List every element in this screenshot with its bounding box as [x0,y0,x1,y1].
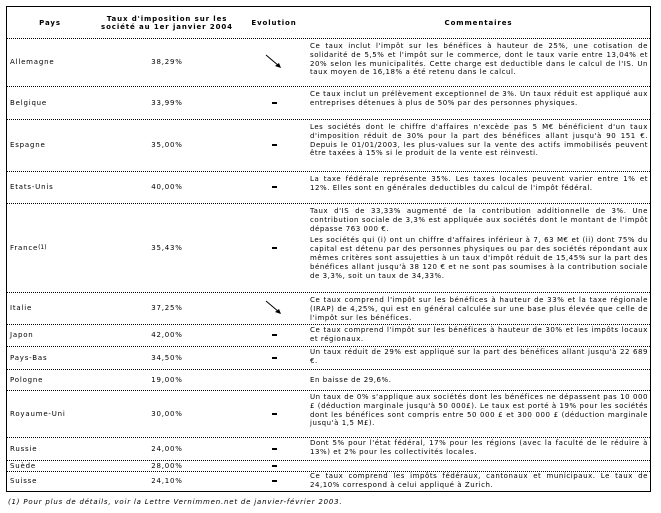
row-comment: Ce taux inclut l'impôt sur les bénéfices à hauteur de 25%, une cotisation de solidarité de 5,5% et l'impôt sur le commerce, dont le taux varie entre 13,04% et 20% selon les municipalités. Cette charge est deductible dans le calcul de l'IS. Un taux moyen de 16,18% a été retenu dans le calcul. [310,42,648,77]
table-header [7,7,650,38]
footnote: (1) Pour plus de détails, voir la Lettre Vernimmen.net de janvier-février 2003. [8,498,343,506]
dash-icon [272,448,277,450]
tax-rate-table [6,6,651,492]
row-country: Espagne [10,141,46,149]
row-rate: 38,29% [151,58,183,66]
row-country: Suède [10,461,36,470]
row-country: Pays-Bas [10,353,48,362]
down-arrow-icon [264,300,284,316]
row-comment: Les sociétés dont le chiffre d'affaires n'excède pas 5 M€ bénéficient d'un taux d'imposition réduit de 30% pour la part des bénéfices allant jusqu'à 90 151 €. Depuis le 01/01/2003, les plus-values sur la vente des actifs immobilisés peuvent être taxées à 15% si le produit de la vente est réinvesti. [310,123,648,158]
row-evolution [241,390,307,437]
row-comment: Un taux de 0% s'applique aux sociétés dont les bénéfices ne dépassent pas 10 000 £ (déduction marginale jusqu'à 50 000£). Le taux est porté à 19% pour les sociétés dont les bénéfices sont compris entre 50 000 £ et 300 000 £ (déduction marginale jusqu'à 1,5 M£). [310,393,648,428]
dash-icon [272,102,277,104]
row-rate: 35,43% [151,243,183,252]
row-comment: Dont 5% pour l'état fédéral, 17% pour les régions (avec la faculté de le réduire à 13%) et 2% pour les collectivités locales. [310,439,648,456]
row-evolution [241,292,307,324]
row-rate: 42,00% [151,331,183,339]
table-row-russie [7,437,650,460]
table-row-pays-bas [7,346,650,369]
table-row-royaume-uni [7,390,650,437]
dash-icon [272,480,277,482]
row-rate: 24,00% [151,444,183,453]
table-row-suisse [7,471,650,491]
table-row-france [7,203,650,292]
row-comment: Ce taux comprend l'impôt sur les bénéfices à hauteur de 30% et les impôts locaux et régionaux. [310,326,648,343]
row-country: Belgique [10,98,48,107]
header-taux: Taux d'imposition sur les société au 1er janvier 2004 [101,14,233,31]
row-comment: En baisse de 29,6%. [310,376,392,384]
row-comment: La taxe fédérale représente 35%. Les taxes locales peuvent varier entre 1% et 12%. Elles sont en générales deductibles du calcul de l'impôt fédéral. [310,175,648,192]
row-rate: 34,50% [151,353,183,362]
row-country: Italie [10,304,33,312]
row-country: Royaume-Uni [10,409,66,418]
row-comment: Un taux réduit de 29% est appliqué sur la part des bénéfices allant jusqu'à 22 689 €. [310,348,648,365]
header-pays: Pays [39,18,61,27]
table-row-italie [7,292,650,324]
header-evolution: Evolution [251,18,297,27]
row-evolution [241,437,307,460]
row-country: Pologne [10,375,44,384]
dash-icon [272,186,277,188]
row-country: Russie [10,444,38,453]
footnote-ref: (1) [38,244,47,251]
row-comment [310,460,648,471]
row-rate: 35,00% [151,141,183,149]
table-row-japon [7,324,650,346]
table-row-espagne [7,119,650,171]
dash-icon [272,357,277,359]
row-country: Etats-Unis [10,183,54,191]
row-rate: 37,25% [151,304,183,312]
row-evolution [241,324,307,346]
row-evolution [241,171,307,203]
down-arrow-icon [264,54,284,70]
dash-icon [272,413,277,415]
row-comment: Taux d'IS de 33,33% augmenté de la contribution additionnelle de 3%. Une contribution sociale de 3,3% est appliquée aux sociétés dont le montant de l'impôt dépasse 763 000 €. Les sociétés qui (i) ont un chiffre d'affaires inférieur à 7, 63 M€ et (ii) dont 75% du capital est détenu par des personnes physiques ou par des sociétés répondant aux mêmes critères sont assujetties à un taux d'impôt réduit de 15,45% sur la part des bénéfices allant jusqu'à 38 120 € et ne sont pas soumises à la contribution sociale de 3,3%, soit un taux de 34,33%. [310,207,648,280]
row-rate: 33,99% [151,98,183,107]
row-evolution [241,346,307,369]
table-row-pologne [7,369,650,390]
dash-icon [272,247,277,249]
row-rate: 19,00% [151,375,183,384]
row-evolution [241,203,307,292]
header-commentaires: Commentaires [444,18,513,27]
row-evolution [241,369,307,390]
table-row-etats-unis [7,171,650,203]
row-country: Japon [10,331,34,339]
table-row-suede [7,460,650,471]
row-evolution [241,86,307,119]
row-rate: 40,00% [151,183,183,191]
row-comment: Ce taux comprend les impôts fédéraux, cantonaux et municipaux. Le taux de 24,10% correspond à celui appliqué à Zurich. [310,472,648,489]
row-rate: 30,00% [151,409,183,418]
row-comment: Ce taux comprend l'impôt sur les bénéfices à hauteur de 33% et la taxe régionale (IRAP) de 4,25%, qui est en général calculée sur une base plus élevée que celle de l'impôt sur les bénéfices. [310,296,648,322]
dash-icon [272,334,277,336]
row-evolution [241,38,307,86]
row-evolution [241,119,307,171]
row-rate: 28,00% [151,461,183,470]
dash-icon [272,144,277,146]
row-country: Allemagne [10,58,55,66]
table-row-allemagne [7,38,650,86]
row-evolution [241,471,307,491]
row-country: Suisse [10,477,38,485]
row-evolution [241,460,307,471]
row-country: France (1) [10,243,47,252]
row-rate: 24,10% [151,477,183,485]
dash-icon [272,465,277,467]
table-row-belgique [7,86,650,119]
row-comment: Ce taux inclut un prélèvement exceptionnel de 3%. Un taux réduit est appliqué aux entreprises détenues à plus de 50% par des personnes physiques. [310,90,648,107]
